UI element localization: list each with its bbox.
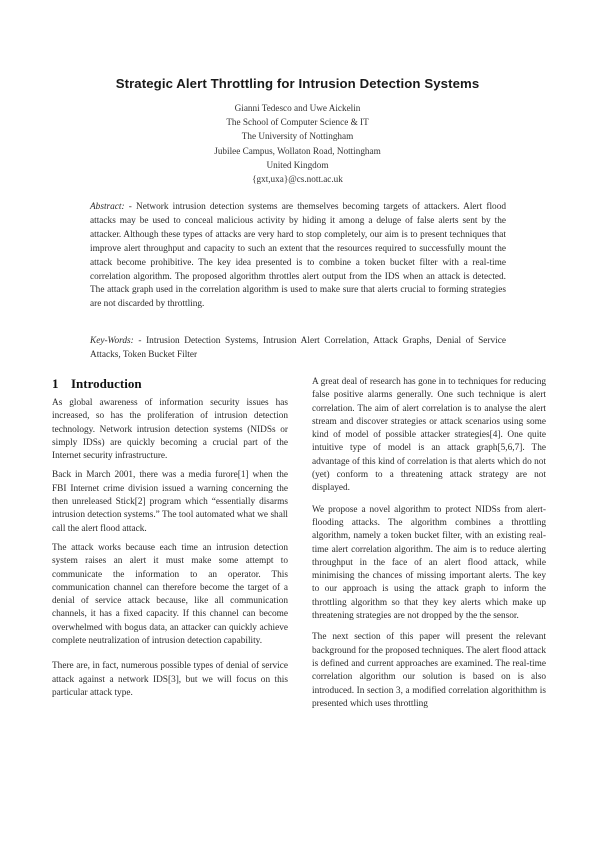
author-country: United Kingdom [266,159,329,170]
section-heading [52,376,288,392]
body-paragraph: The attack works because each time an intrusion detection system raises an alert it must make some attempt to communicate the information to an operator. This communication channel can therefore become the target of a denial of service attack because, like all communication channels, it has a fixed capacity. If this channel can become overwhelmed with bogus data, an attacker can quickly achieve complete neutralization of intrusion detection capability. [52,542,288,647]
keywords [90,335,506,363]
abstract-text: - Network intrusion detection systems are themselves becoming targets of attackers. Alert flood attacks may be used to conceal malicious activity by hiding it among a deluge of false alerts sent by the attacker. Although these types of attacks are very hard to stop completely, our aim is to present techniques that improve alert throughput and capacity to such an extent that the resources required to successfully mount the attack become prohibitive. The key idea presented is to combine a token bucket filter with a real-time correlation algorithm. The proposed algorithm throttles alert output from the IDS when an attack is detected. The attack graph used in the correlation algorithm is used to make sure that alerts crucial to forming strategies are not discarded by throttling. [90,202,506,310]
section-number: 1 [52,376,59,391]
body-paragraph: A great deal of research has gone in to techniques for reducing false positive alarms generally. One such technique is alert correlation. The aim of alert correlation is to analyse the alert stream and discover strategies or attack scenarios using some kind of model of possible attacker strategies[4]. One quite intuitive type of model is an attack graph[5,6,7]. The advantage of this kind of correlation is that alerts which do not (yet) conform to a threatening attack strategy are not displayed. [312,377,546,494]
section-title: Introduction [71,376,142,391]
right-column [312,376,546,719]
body-paragraph: We propose a novel algorithm to protect NIDSs from alert-flooding attacks. The algorithm combines a throttling algorithm, namely a token bucket filter, with an existing real-time alert correlation algorithm. The aim is to reduce alerting throughput in the face of an alert flood attack, while minimising the chances of missing important alerts. The key to our approach is using the attack graph to inform the throttling algorithm so that they key alerts which make up threatening strategies are not dropped by the the sensor. [312,504,546,622]
author-address: Jubilee Campus, Wollaton Road, Nottingham [214,145,381,156]
paper-title: Strategic Alert Throttling for Intrusion Detection Systems [115,76,480,91]
author-department: The School of Computer Science & IT [226,117,369,128]
abstract-label: Abstract: [90,202,125,212]
author-names: Gianni Tedesco and Uwe Aickelin [234,103,361,113]
keywords-text: - Intrusion Detection Systems, Intrusion Alert Correlation, Attack Graphs, Denial of Service Attacks, Token Bucket Filter [90,336,506,360]
author-university: The University of Nottingham [241,131,354,142]
abstract [90,201,506,312]
author-block [60,101,535,186]
body-paragraph: As global awareness of information security issues has increased, so has the proliferation of intrusion detection technology. Network intrusion detection systems (NIDSs or simply IDSs) are quickly becoming a crucial part of the Internet security infrastructure. [52,398,288,462]
left-column [52,376,288,706]
body-paragraph: The next section of this paper will present the relevant background for the proposed techniques. The alert flood attack is defined and current approaches are examined. The real-time correlation algorithm our solution is based on is also introduced. In section 3, a modified correlation algorithithm is presented which uses throttling [312,632,546,709]
body-paragraph: Back in March 2001, there was a media furore[1] when the FBI Internet crime division issued a warning concerning the then unreleased Stick[2] program which “essentially disarms intrusion detection systems.” The tool automated what we shall call the alert flood attack. [52,470,288,534]
author-email: {gxt,uxa}@cs.nott.ac.uk [252,174,343,185]
body-paragraph: There are, in fact, numerous possible types of denial of service attack against a network IDS[3], but we will focus on this particular attack type. [52,661,288,698]
keywords-label: Key-Words: [90,336,134,346]
